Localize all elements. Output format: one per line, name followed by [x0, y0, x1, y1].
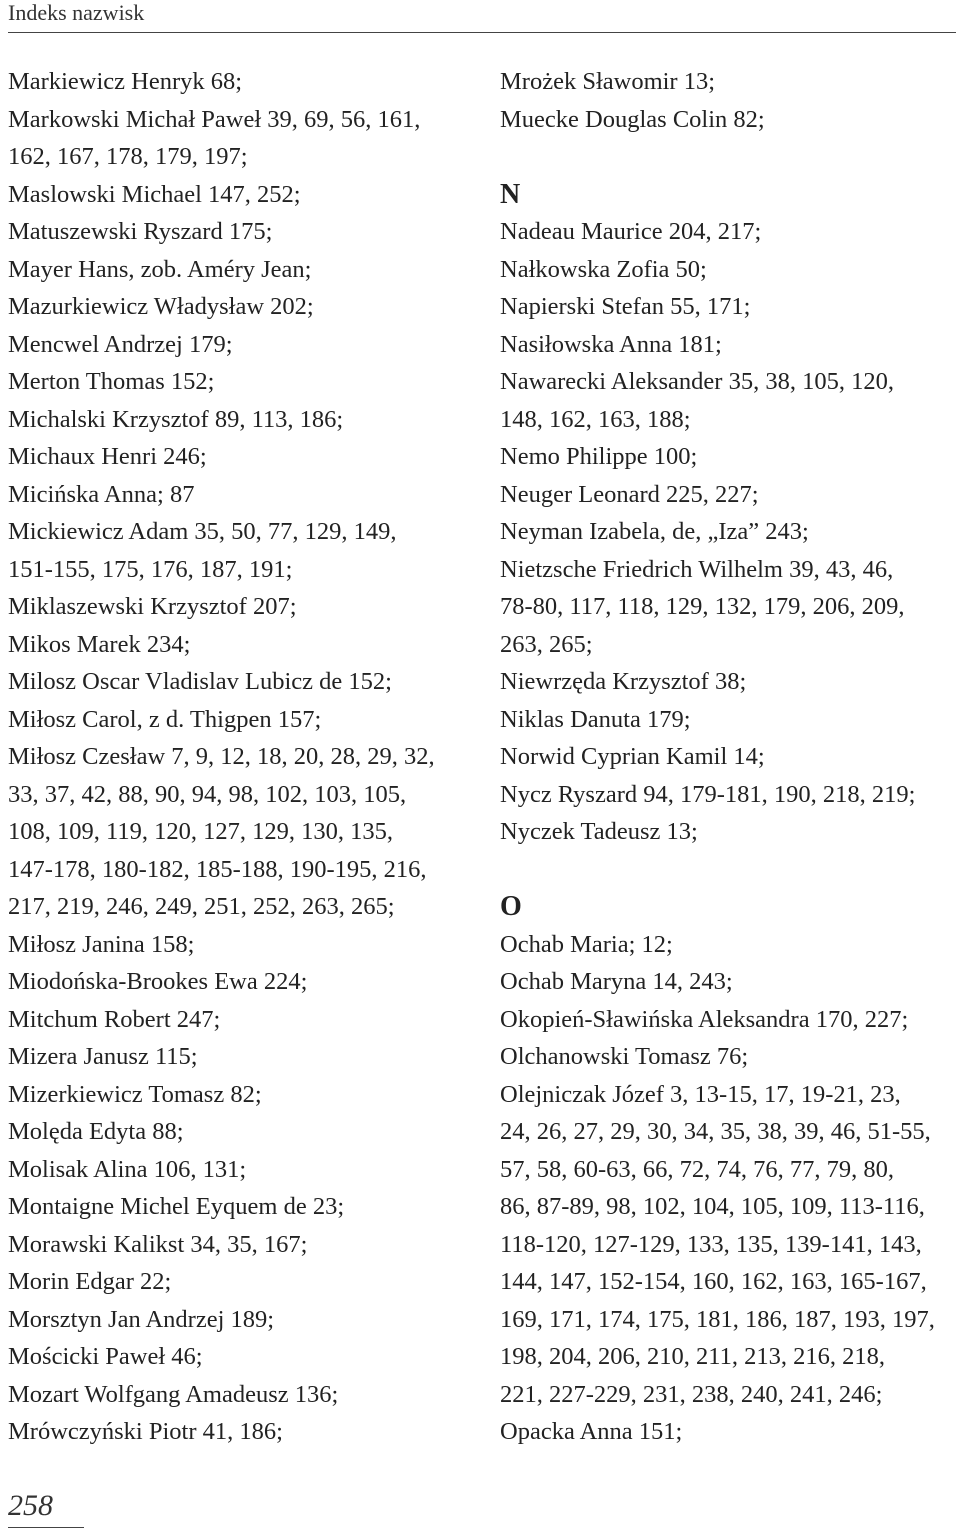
- index-entry-line: 24, 26, 27, 29, 30, 34, 35, 38, 39, 46, 51-55,: [500, 1118, 931, 1145]
- index-entry-line: 86, 87-89, 98, 102, 104, 105, 109, 113-116,: [500, 1193, 925, 1220]
- index-entry-line: Norwid Cyprian Kamil 14;: [500, 743, 765, 770]
- index-column-left: [8, 63, 478, 1451]
- index-entry-line: Markowski Michał Paweł 39, 69, 56, 161,: [8, 105, 421, 133]
- index-entry-line: Niklas Danuta 179;: [500, 705, 691, 733]
- index-entry-line: Montaigne Michel Eyquem de 23;: [8, 1193, 345, 1220]
- index-entry-line: 217, 219, 246, 249, 251, 252, 263, 265;: [8, 893, 395, 920]
- index-entry-line: 221, 227-229, 231, 238, 240, 241, 246;: [500, 1380, 883, 1408]
- index-entry-line: Molęda Edyta 88;: [8, 1118, 184, 1145]
- index-entry-line: Nycz Ryszard 94, 179-181, 190, 218, 219;: [500, 780, 916, 808]
- section-spacer: [500, 851, 958, 889]
- index-entry-line: Neyman Izabela, de, „Iza” 243;: [500, 518, 809, 545]
- footer-rule: [8, 1527, 84, 1528]
- index-entry-line: Nietzsche Friedrich Wilhelm 39, 43, 46,: [500, 555, 894, 583]
- index-entry-line: Morsztyn Jan Andrzej 189;: [8, 1305, 275, 1333]
- section-spacer: [500, 138, 958, 176]
- index-entry-line: Nyczek Tadeusz 13;: [500, 818, 698, 845]
- index-entry-line: 147-178, 180-182, 185-188, 190-195, 216,: [8, 855, 427, 883]
- section-letter-heading: N: [500, 178, 521, 210]
- index-entry-line: Miłosz Janina 158;: [8, 930, 195, 958]
- index-entry-line: Mościcki Paweł 46;: [8, 1343, 203, 1370]
- index-entry-line: Michaux Henri 246;: [8, 443, 207, 470]
- index-entry-line: 118-120, 127-129, 133, 135, 139-141, 143,: [500, 1230, 922, 1258]
- index-entry-line: Napierski Stefan 55, 171;: [500, 293, 751, 320]
- index-entry-line: Miodońska-Brookes Ewa 224;: [8, 968, 308, 995]
- index-entry-line: Neuger Leonard 225, 227;: [500, 480, 759, 508]
- index-entry-line: Nawarecki Aleksander 35, 38, 105, 120,: [500, 368, 894, 395]
- index-entry-line: Molisak Alina 106, 131;: [8, 1155, 247, 1183]
- index-entry-line: 144, 147, 152-154, 160, 162, 163, 165-167,: [500, 1268, 927, 1295]
- section-letter-heading: O: [500, 891, 522, 922]
- index-entry-line: Ochab Maria; 12;: [500, 930, 673, 958]
- index-entry-line: Miłosz Carol, z d. Thigpen 157;: [8, 705, 322, 733]
- index-entry-line: 108, 109, 119, 120, 127, 129, 130, 135,: [8, 818, 393, 845]
- index-entry-line: Muecke Douglas Colin 82;: [500, 105, 765, 133]
- index-entry-line: Nadeau Maurice 204, 217;: [500, 218, 762, 245]
- index-entry-line: Mikos Marek 234;: [8, 630, 191, 658]
- index-entry-line: Michalski Krzysztof 89, 113, 186;: [8, 405, 344, 433]
- index-entry-line: Markiewicz Henryk 68;: [8, 68, 243, 95]
- index-entry-line: Morin Edgar 22;: [8, 1268, 172, 1295]
- index-entry-line: Merton Thomas 152;: [8, 368, 215, 395]
- index-entry-line: Mitchum Robert 247;: [8, 1005, 221, 1033]
- index-entry-line: 148, 162, 163, 188;: [500, 405, 691, 433]
- index-column-right: [500, 63, 958, 1451]
- index-entry-line: Nemo Philippe 100;: [500, 443, 698, 470]
- index-entry-line: Mazurkiewicz Władysław 202;: [8, 293, 314, 320]
- index-entry-line: 151-155, 175, 176, 187, 191;: [8, 555, 293, 583]
- index-entry-line: Milosz Oscar Vladislav Lubicz de 152;: [8, 668, 392, 695]
- index-entry-line: Matuszewski Ryszard 175;: [8, 218, 273, 245]
- index-entry-line: 198, 204, 206, 210, 211, 213, 216, 218,: [500, 1343, 885, 1370]
- index-entry-line: Niewrzęda Krzysztof 38;: [500, 668, 747, 695]
- index-entry-line: 57, 58, 60-63, 66, 72, 74, 76, 77, 79, 80,: [500, 1155, 895, 1183]
- index-entry-line: Mizera Janusz 115;: [8, 1043, 198, 1070]
- index-entry-line: Mizerkiewicz Tomasz 82;: [8, 1080, 262, 1108]
- index-entry-line: 162, 167, 178, 179, 197;: [8, 143, 248, 170]
- index-entry-line: Miklaszewski Krzysztof 207;: [8, 593, 297, 620]
- index-entry-line: Nasiłowska Anna 181;: [500, 330, 722, 358]
- index-entry-line: Mayer Hans, zob. Améry Jean;: [8, 255, 312, 283]
- index-entry-line: Maslowski Michael 147, 252;: [8, 180, 301, 208]
- index-entry-line: Mickiewicz Adam 35, 50, 77, 129, 149,: [8, 518, 397, 545]
- index-entry-line: Miłosz Czesław 7, 9, 12, 18, 20, 28, 29, 32,: [8, 743, 435, 770]
- index-entry-line: Morawski Kalikst 34, 35, 167;: [8, 1230, 308, 1258]
- index-entry-line: Mozart Wolfgang Amadeusz 136;: [8, 1380, 339, 1408]
- index-entry-line: Okopień-Sławińska Aleksandra 170, 227;: [500, 1005, 909, 1033]
- index-entry-line: Mrówczyński Piotr 41, 186;: [8, 1418, 283, 1445]
- index-entry-line: 33, 37, 42, 88, 90, 94, 98, 102, 103, 105,: [8, 780, 407, 808]
- running-head-title: Indeks nazwisk: [8, 0, 145, 25]
- index-entry-line: Mencwel Andrzej 179;: [8, 330, 233, 358]
- index-entry-line: Olejniczak Józef 3, 13-15, 17, 19-21, 23,: [500, 1080, 901, 1108]
- index-entry-line: Nałkowska Zofia 50;: [500, 255, 707, 283]
- index-entry-line: 169, 171, 174, 175, 181, 186, 187, 193, 197,: [500, 1305, 935, 1333]
- index-entry-line: 263, 265;: [500, 630, 593, 658]
- header-rule: [8, 32, 956, 33]
- index-entry-line: Olchanowski Tomasz 76;: [500, 1043, 749, 1070]
- index-entry-line: 78-80, 117, 118, 129, 132, 179, 206, 209,: [500, 593, 905, 620]
- index-entry-line: Mrożek Sławomir 13;: [500, 68, 716, 95]
- index-entry-line: Opacka Anna 151;: [500, 1418, 683, 1445]
- index-entry-line: Micińska Anna; 87: [8, 480, 195, 508]
- page-number: 258: [8, 1489, 53, 1522]
- index-entry-line: Ochab Maryna 14, 243;: [500, 968, 733, 995]
